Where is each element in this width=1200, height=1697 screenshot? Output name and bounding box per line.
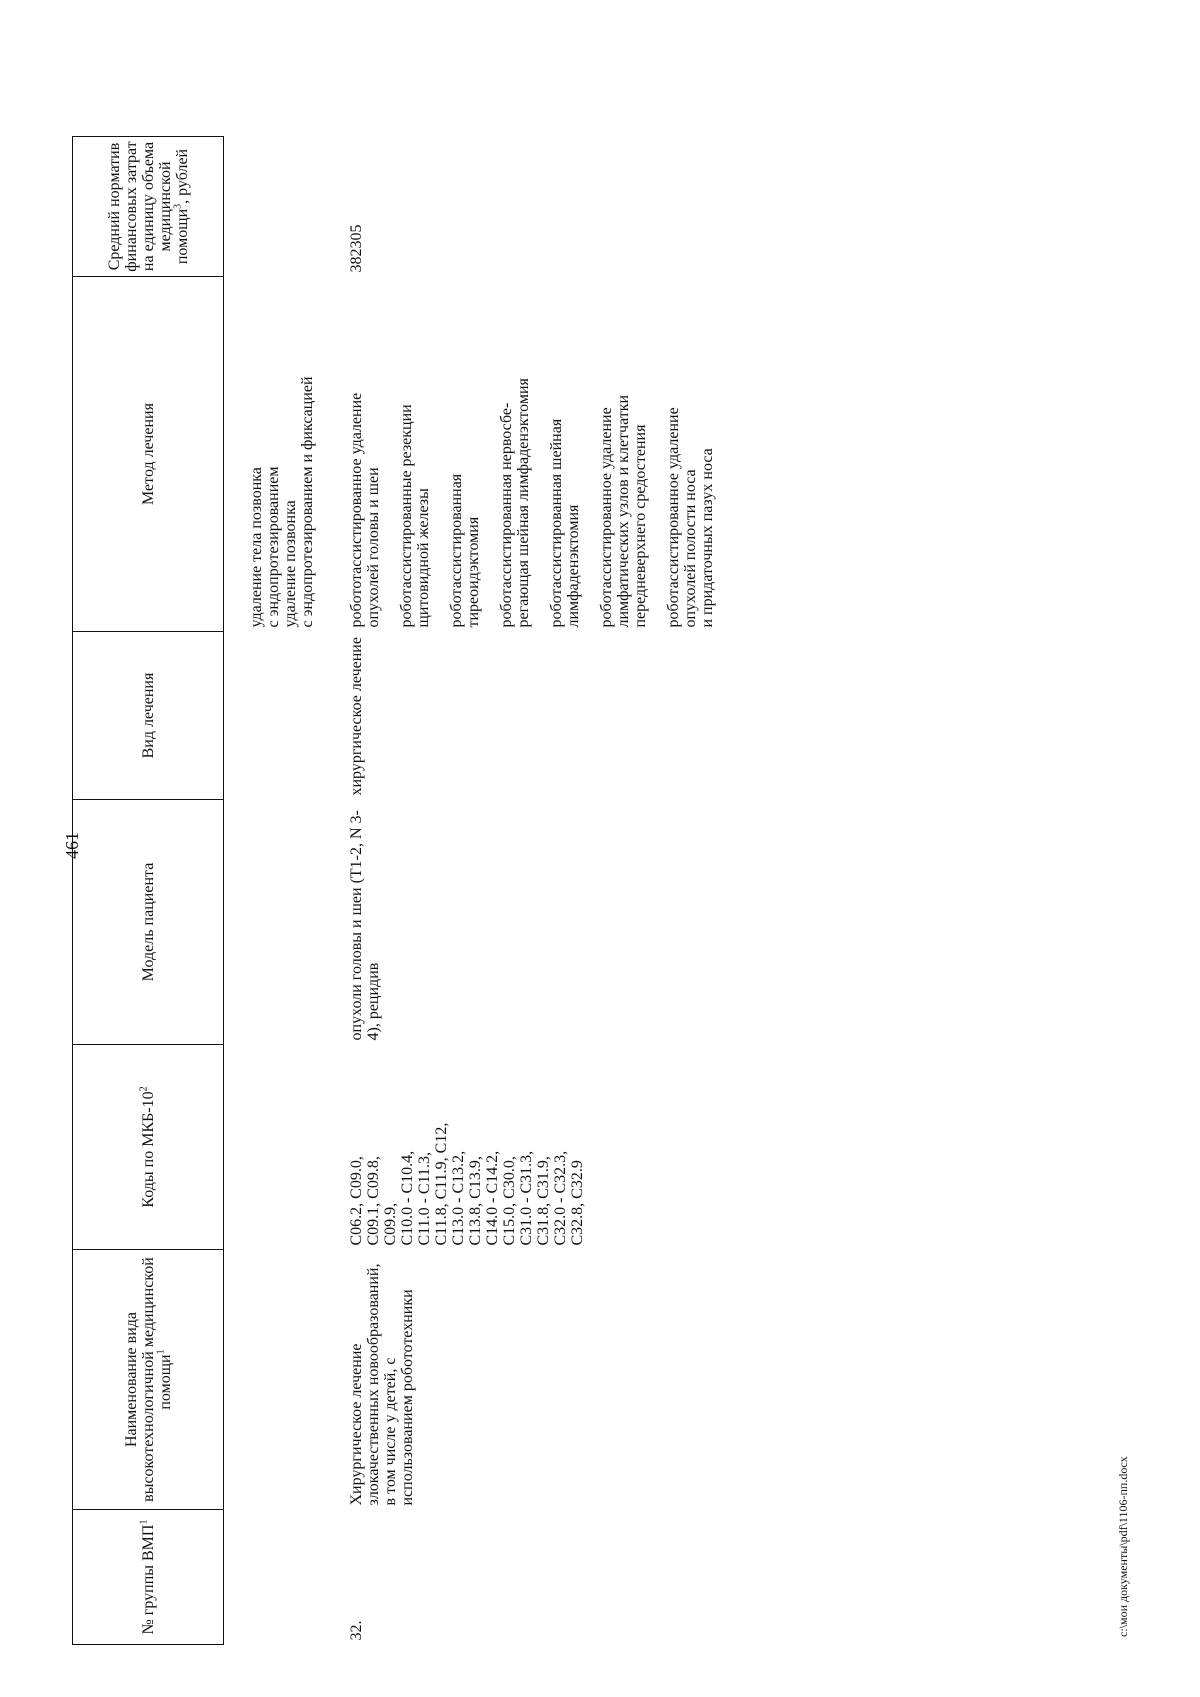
- group-name: Хирургическое лечение злокачественных новообразований, в том числе у детей, с использованием робототехники: [348, 1263, 416, 1506]
- header-cost: Средний норматив финансовых затрат на единицу объема медицинской помощи$^3$, рублей: [73, 137, 224, 277]
- header-patient-model: Модель пациента: [73, 800, 224, 1045]
- method-item: робототассистированное удаление опухолей головы и шеи: [348, 392, 382, 628]
- header-group-no: № группы ВМП$^1$: [73, 1510, 224, 1645]
- continuation-row: [224, 137, 347, 1645]
- table-row: [346, 137, 732, 1645]
- patient-model: опухоли головы и шеи (T1-2, N 3-4), рецидив: [348, 810, 382, 1041]
- continuation-methods: удаление тела позвонка с эндопротезированием удаление позвонка с эндопротезированием и фиксацией: [248, 376, 316, 628]
- icd-codes: C06.2, C09.0, C09.1, C09.8, C09.9, C10.0 - C10.4, C11.0 - C11.3, C11.8, C11.9, C12, C13.0 - C13.2, C13.8, C13.9, C14.0 - C14.2, C15.0, C30.0, C31.0 - C31.3, C31.8, C31.9, C32.0 - C32.3, C32.8, C32.9: [348, 1122, 586, 1246]
- cost-value: 382305: [348, 224, 365, 273]
- treatment-type: хирургическое лечение: [348, 637, 365, 796]
- header-icd-codes: Коды по МКБ-$10^2$: [73, 1045, 224, 1250]
- treatment-methods: [346, 277, 732, 632]
- page-number: 461: [62, 832, 82, 859]
- method-item: роботассистированная нервосбе- регающая шейная лимфаденэктомия: [498, 378, 532, 628]
- method-item: роботассистированное удаление лимфатических узлов и клетчатки передневерхнего средостения: [598, 394, 649, 628]
- group-number: 32.: [348, 1620, 365, 1641]
- footer-file-path: c:\мои документы\pdf\1106-пп.docx: [1116, 1456, 1130, 1637]
- vmp-table: [72, 136, 732, 1645]
- table-header-row: [73, 137, 224, 1645]
- method-item: роботассистированное удаление опухолей полости носа и придаточных пазух носа: [665, 407, 716, 628]
- header-method: Метод лечения: [73, 277, 224, 632]
- method-item: роботассистированная шейная лимфаденэктомия: [548, 418, 582, 628]
- method-item: роботассистированная тиреоидэктомия: [448, 473, 482, 628]
- header-name: Наименование вида высокотехнологичной медицинской помощи$^1$: [73, 1250, 224, 1510]
- method-item: роботассистированные резекции щитовидной железы: [398, 404, 432, 628]
- header-treatment-type: Вид лечения: [73, 632, 224, 800]
